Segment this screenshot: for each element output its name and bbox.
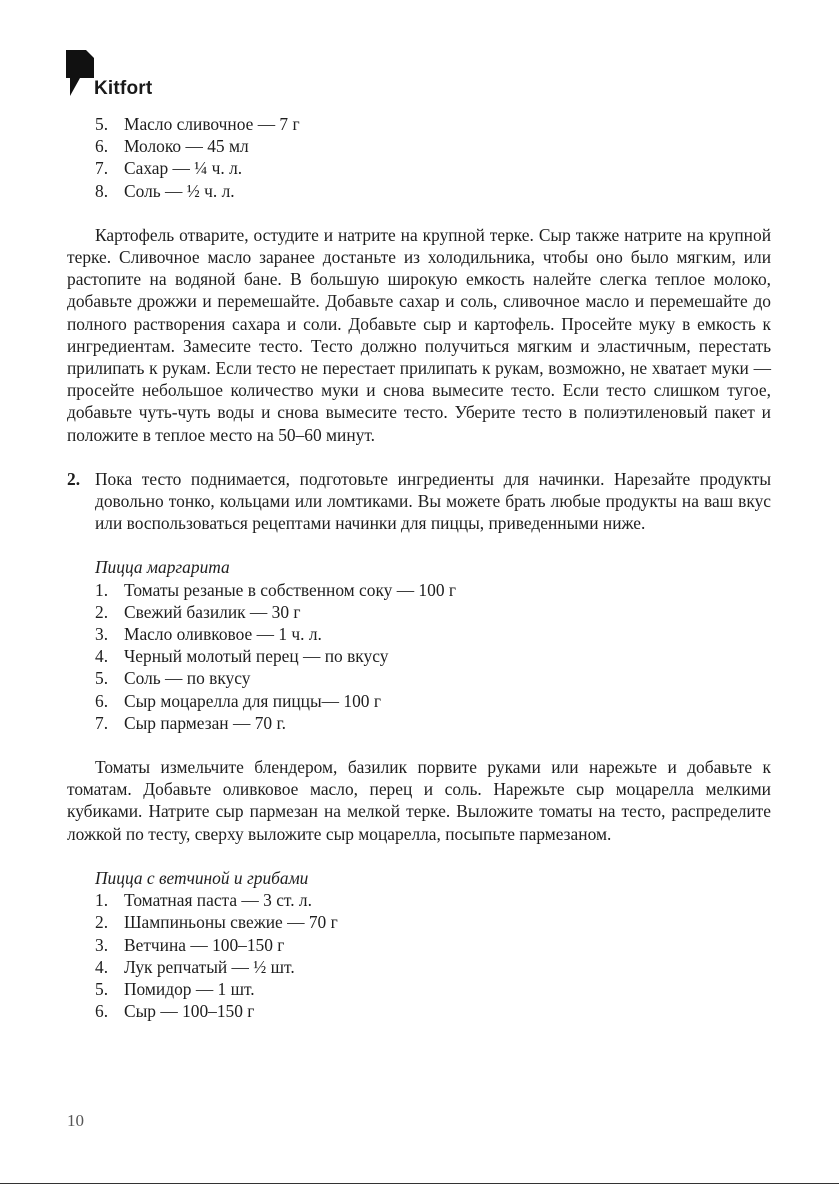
list-item	[95, 667, 771, 689]
list-item	[95, 978, 771, 1000]
list-item	[95, 934, 771, 956]
item-text: Помидор — 1 шт.	[124, 978, 255, 999]
list-item	[95, 956, 771, 978]
item-text: Томатная паста — 3 ст. л.	[124, 890, 312, 911]
list-item	[95, 690, 771, 712]
item-number: 2.	[95, 601, 109, 622]
item-number: 8.	[95, 180, 109, 201]
item-number: 1.	[95, 579, 109, 600]
list-item	[95, 1000, 771, 1022]
item-number: 6.	[95, 690, 109, 711]
list-item	[95, 623, 771, 645]
ingredient-list-ham-mushroom	[67, 889, 771, 1022]
recipe-title-ham-mushroom: Пицца с ветчиной и грибами	[95, 867, 309, 888]
item-text: Соль — по вкусу	[124, 668, 251, 689]
item-text: Черный молотый перец — по вкусу	[124, 646, 389, 667]
item-number: 3.	[95, 624, 109, 645]
item-text: Ветчина — 100–150 г	[124, 934, 285, 955]
page-number: 10	[67, 1111, 84, 1130]
item-text: Томаты резаные в собственном соку — 100 г	[124, 579, 456, 600]
item-text: Сыр — 100–150 г	[124, 1001, 255, 1022]
item-number: 5.	[95, 668, 109, 689]
item-text: Сыр моцарелла для пиццы— 100 г	[124, 690, 381, 711]
list-item	[95, 645, 771, 667]
list-item	[95, 113, 771, 135]
item-number: 6.	[95, 136, 109, 157]
item-number: 4.	[95, 646, 109, 667]
item-number: 5.	[95, 114, 109, 134]
page-bottom-rule	[0, 1183, 839, 1184]
item-text: Соль — ½ ч. л.	[124, 180, 235, 201]
list-item	[95, 180, 771, 202]
item-text: Молоко — 45 мл	[124, 136, 249, 157]
list-item	[95, 601, 771, 623]
brand-name: Kitfort	[94, 78, 153, 99]
list-item	[95, 579, 771, 601]
ingredient-list-margarita	[67, 579, 771, 734]
item-text: Сыр пармезан — 70 г.	[124, 712, 286, 733]
dough-instructions: Картофель отварите, остудите и натрите на крупной терке. Сыр также натрите на крупной терке. Сливочное масло заранее достаньте из холодильника, чтобы оно было мягким, или растопите на водяной бане. В большую широкую емкость налейте слегка теплое молоко, добавьте дрожжи и перемешайте. Добавьте сахар и соль, сливочное масло и перемешайте до полного растворения сахара и соли. Добавьте сыр и картофель. Просейте муку в емкость к ингредиентам. Замесите тесто. Тесто должно получиться мягким и эластичным, перестать прилипать к рукам. Если тесто не перестает прилипать к рукам, возможно, не хватает муки — просейте небольшое количество муки и снова вымесите тесто. Если тесто слишком тугое, добавьте чуть-чуть воды и снова вымесите тесто. Уберите тесто в полиэтиленовый пакет и положите в теплое место на 50–60 минут.	[67, 224, 771, 445]
item-number: 3.	[95, 934, 109, 955]
list-item	[95, 889, 771, 911]
ingredient-list-dough	[67, 113, 771, 202]
item-number: 7.	[95, 158, 109, 179]
item-number: 6.	[95, 1001, 109, 1022]
item-text: Лук репчатый — ½ шт.	[124, 956, 295, 977]
item-number: 2.	[95, 912, 109, 933]
kitfort-logo-icon	[66, 50, 94, 98]
item-text: Масло сливочное — 7 г	[124, 114, 300, 134]
list-item	[95, 135, 771, 157]
list-item	[95, 712, 771, 734]
item-text: Шампиньоны свежие — 70 г	[124, 912, 338, 933]
list-item	[95, 911, 771, 933]
recipe-title-margarita: Пицца маргарита	[95, 557, 230, 578]
margarita-instructions: Томаты измельчите блендером, базилик порвите руками или нарежьте и добавьте к томатам. Добавьте оливковое масло, перец и соль. Нарежьте сыр моцарелла мелкими кубиками. Натрите сыр пармезан на мелкой терке. Выложите томаты на тесто, распределите ложкой по тесту, сверху выложите сыр моцарелла, посыпьте пармезаном.	[67, 757, 771, 844]
step-number: 2.	[67, 468, 81, 489]
item-text: Свежий базилик — 30 г	[124, 601, 301, 622]
item-number: 7.	[95, 712, 109, 733]
item-text: Сахар — ¼ ч. л.	[124, 158, 243, 179]
list-item	[95, 157, 771, 179]
item-number: 1.	[95, 890, 109, 911]
step-text: Пока тесто поднимается, подготовьте ингредиенты для начинки. Нарезайте продукты довольно тонко, кольцами или ломтиками. Вы можете брать любые продукты на ваш вкус или воспользоваться рецептами начинки для пиццы, приведенными ниже.	[95, 468, 771, 534]
step-2	[67, 468, 771, 535]
item-number: 4.	[95, 956, 109, 977]
item-text: Масло оливковое — 1 ч. л.	[124, 624, 322, 645]
item-number: 5.	[95, 978, 109, 999]
page-content	[67, 113, 771, 1022]
